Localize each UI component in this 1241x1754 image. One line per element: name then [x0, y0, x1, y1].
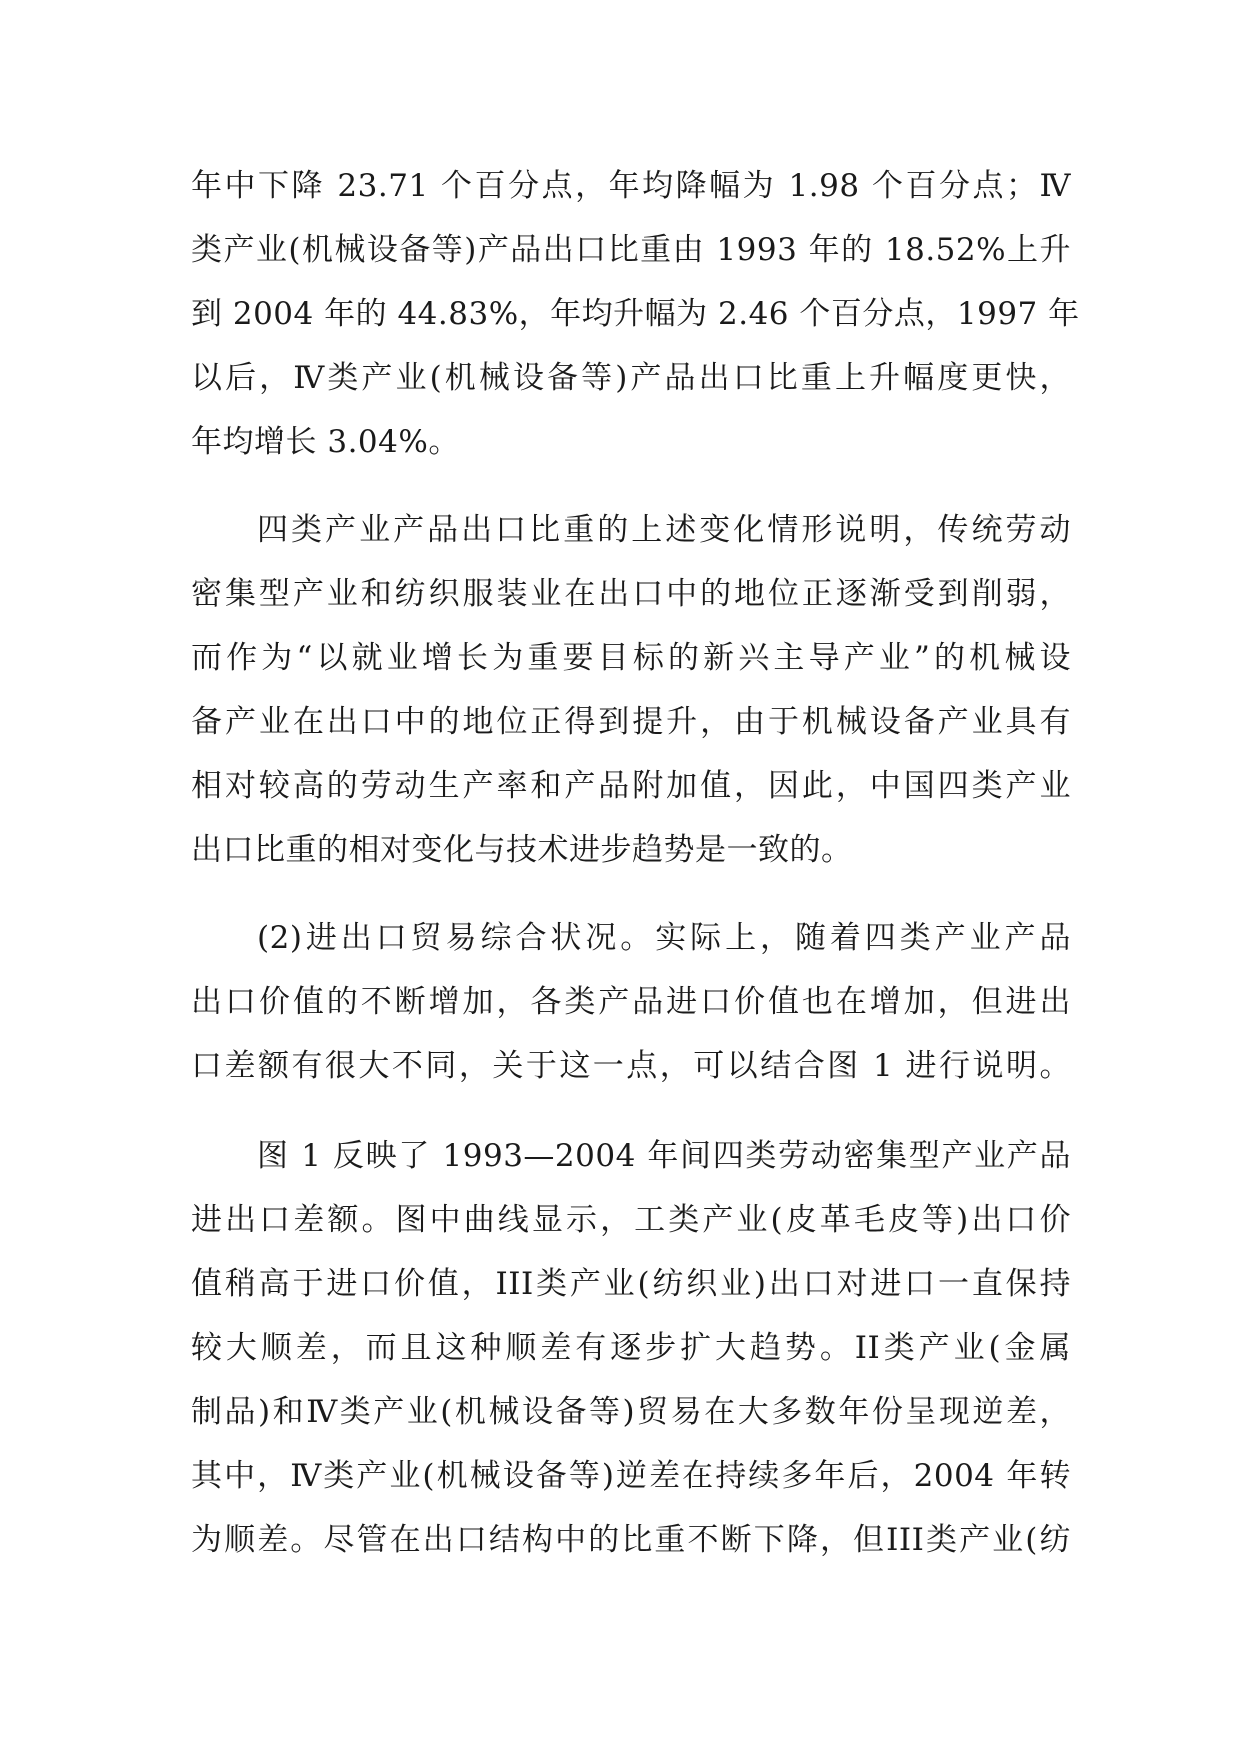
text-line: 类产业(机械设备等)产品出口比重由 1993 年的 18.52%上升: [191, 232, 1071, 268]
text-line: 口差额有很大不同，关于这一点，可以结合图 1 进行说明。: [191, 1048, 1071, 1084]
text-line: 图 1 反映了 1993—2004 年间四类劳动密集型产业产品: [257, 1138, 1071, 1174]
text-line: 制品)和Ⅳ类产业(机械设备等)贸易在大多数年份呈现逆差，: [191, 1394, 1071, 1430]
text-line: 密集型产业和纺织服装业在出口中的地位正逐渐受到削弱，: [191, 576, 1071, 612]
text-line: 较大顺差，而且这种顺差有逐步扩大趋势。II类产业(金属: [191, 1330, 1071, 1366]
text-line: 备产业在出口中的地位正得到提升，由于机械设备产业具有: [191, 704, 1071, 740]
text-line: 出口比重的相对变化与技术进步趋势是一致的。: [191, 832, 853, 868]
paragraph-figure-1-description: [191, 1124, 1071, 1572]
text-line: 到 2004 年的 44.83%，年均升幅为 2.46 个百分点，1997 年: [191, 296, 1080, 332]
text-line: 年中下降 23.71 个百分点，年均降幅为 1.98 个百分点；Ⅳ: [191, 168, 1071, 204]
text-line: 为顺差。尽管在出口结构中的比重不断下降，但III类产业(纺: [191, 1522, 1071, 1558]
text-line: 其中，Ⅳ类产业(机械设备等)逆差在持续多年后，2004 年转: [191, 1458, 1071, 1494]
paragraph-export-share-change: [191, 154, 1080, 474]
text-line: 年均增长 3.04%。: [191, 424, 460, 460]
text-line: 以后，Ⅳ类产业(机械设备等)产品出口比重上升幅度更快，: [191, 360, 1071, 396]
text-line: 值稍高于进口价值，III类产业(纺织业)出口对进口一直保持: [191, 1266, 1071, 1302]
text-line: 四类产业产品出口比重的上述变化情形说明，传统劳动: [257, 512, 1071, 548]
text-line: 出口价值的不断增加，各类产品进口价值也在增加，但进出: [191, 984, 1071, 1020]
paragraph-four-industries-analysis: [191, 498, 1071, 882]
paragraph-trade-overview: [191, 906, 1071, 1098]
text-line: 而作为“以就业增长为重要目标的新兴主导产业”的机械设: [191, 640, 1071, 676]
text-line: 进出口差额。图中曲线显示，工类产业(皮革毛皮等)出口价: [191, 1202, 1071, 1238]
text-line: (2)进出口贸易综合状况。实际上，随着四类产业产品: [257, 920, 1071, 956]
text-line: 相对较高的劳动生产率和产品附加值，因此，中国四类产业: [191, 768, 1071, 804]
